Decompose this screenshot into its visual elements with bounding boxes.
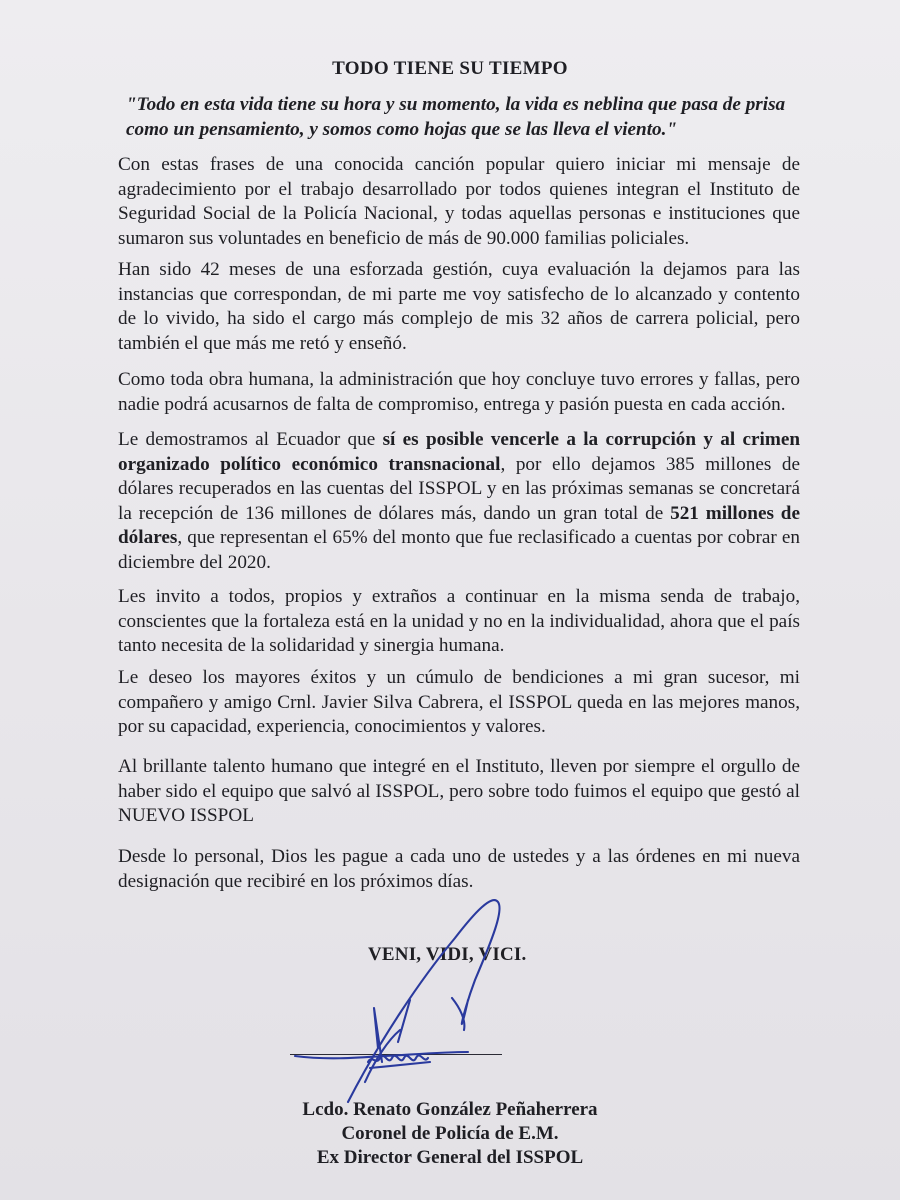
document-title: TODO TIENE SU TIEMPO [332,58,568,79]
paragraph-errors: Como toda obra humana, la administración que hoy concluye tuvo errores y fallas, pero nadie podrá acusarnos de falta de compromiso, entrega y pasión puesta en cada acción. [118,369,800,415]
quote-line: "Todo en esta vida tiene su hora y su momento, la vida es neblina que pasa de prisa [126,94,786,115]
text-run: Le demostramos al Ecuador que [118,429,383,450]
motto: VENI, VIDI, VICI. [368,944,527,965]
handwritten-signature [270,880,530,1110]
text-run: , que representan el 65% del monto que fue reclasificado a cuentas por cobrar en diciembre del 2020. [118,527,800,573]
paragraph-team: Al brillante talento humano que integré en el Instituto, lleven por siempre el orgullo de haber sido el equipo que salvó al ISSPOL, pero sobre todo fuimos el equipo que gestó al NUEVO ISSPOL [118,756,800,827]
paragraph-management: Han sido 42 meses de una esforzada gestión, cuya evaluación la dejamos para las instancias que correspondan, de mi parte me voy satisfecho de lo alcanzado y contento de lo vivido, ha sido el cargo más complejo de mis 32 años de carrera policial, pero también el que más me retó y enseñó. [118,259,800,354]
paragraph-farewell: Desde lo personal, Dios les pague a cada uno de ustedes y a las órdenes en mi nueva designación que recibiré en los próximos días. [118,846,800,892]
paragraph-successor: Le deseo los mayores éxitos y un cúmulo de bendiciones a mi gran sucesor, mi compañero y amigo Crnl. Javier Silva Cabrera, el ISSPOL queda en las mejores manos, por su capacidad, experiencia, conocimientos y valores. [118,667,800,738]
text-run: , por ello dejamos 385 millones de dólares recuperados en las cuentas del ISSPOL y en las próximas semanas se concretará la recepción de 136 millones de dólares más, dando un gran total de [118,453,800,524]
quote-line: como un pensamiento, y somos como hojas que se las lleva el viento." [126,119,678,140]
signer-rank: Coronel de Policía de E.M. [341,1123,559,1144]
bold-statement: sí es posible vencerle a la corrupción y al crimen organizado político económico transnacional [118,429,801,475]
bold-total: 521 millones de dólares [118,502,800,549]
paragraph-gratitude: Con estas frases de una conocida canción popular quiero iniciar mi mensaje de agradecimiento por el trabajo desarrollado por todos quienes integran el Instituto de Seguridad Social de la Policía Nacional, y todas aquellas personas e instituciones que sumaron sus voluntades en beneficio de más de 90.000 familias policiales. [118,154,800,249]
signer-position: Ex Director General del ISSPOL [316,1147,584,1168]
paragraph-results [118,428,800,576]
paragraph-invitation: Les invito a todos, propios y extraños a continuar en la misma senda de trabajo, conscientes que la fortaleza está en la unidad y no en la individualidad, ahora que el país tanto necesita de la solidaridad y sinergia humana. [118,586,800,657]
signer-name: Lcdo. Renato González Peñaherrera [302,1099,598,1120]
opening-quote [126,92,816,142]
